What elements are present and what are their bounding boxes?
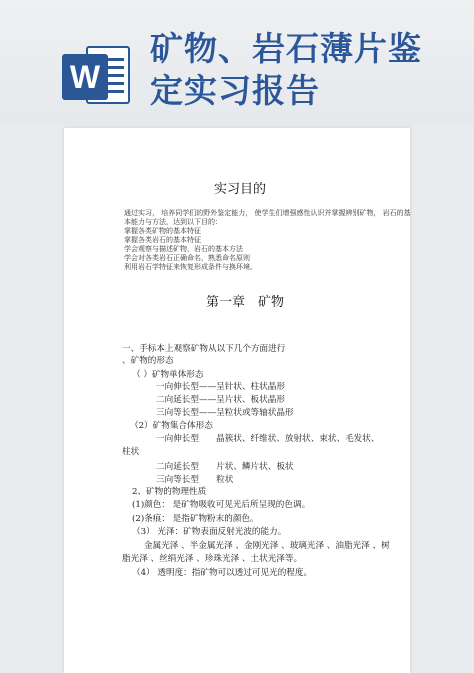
document-title-line-2: 定实习报告 <box>150 71 320 110</box>
body-line: 脂光泽 、丝绢光泽 、珍珠光泽 、土状光泽等。 <box>122 554 303 564</box>
purpose-line: 掌握各类矿物的基本特征 <box>124 227 201 235</box>
body-line: （ ）矿物单体形态 <box>132 370 204 380</box>
purpose-line: 掌握各类岩石的基本特征 <box>124 236 201 244</box>
body-line: 一向伸长型 晶簇状、纤维状、放射状、束状、毛发状、 <box>156 434 380 444</box>
document-title-line-1: 矿物、岩石薄片鉴 <box>150 29 422 68</box>
body-line: (2)条痕： 是指矿物粉末的颜色。 <box>132 514 259 524</box>
body-line: 一向伸长型——呈针状、柱状晶形 <box>156 382 285 392</box>
purpose-line: 学会观察与描述矿物，岩石的基本方法 <box>124 245 243 253</box>
document-page <box>64 128 410 673</box>
body-line: （4） 透明度：指矿物可以透过可见光的程度。 <box>132 568 313 578</box>
word-w-badge: W <box>62 54 108 100</box>
chapter-title: 第一章 矿物 <box>206 295 285 310</box>
purpose-line: 学会对各类岩石正确命名，熟悉命名原则 <box>124 254 250 262</box>
purpose-line: 本能力与方法，达到以下目的： <box>124 218 222 226</box>
purpose-line: 通过实习， 培养同学们的野外鉴定能力， 使学生们增强感性认识并掌握辨别矿物， 岩石的基 <box>124 209 411 217</box>
body-line: 柱状 <box>122 447 140 457</box>
header-banner <box>0 0 474 125</box>
body-line: 三向等长型——呈粒状或等轴状晶形 <box>156 408 294 418</box>
body-line: 2、矿物的物理性质 <box>132 487 207 497</box>
word-document-icon <box>60 38 132 108</box>
body-line: 三向等长型 粒状 <box>156 475 234 485</box>
body-line: 金属光泽 、半金属光泽 、金刚光泽 、玻璃光泽 、油脂光泽 、树 <box>144 541 390 551</box>
body-line: 二向延长型——呈片状、板状晶形 <box>156 395 285 405</box>
purpose-line: 利用岩石学特征来恢复形成条件与换环境。 <box>124 263 257 271</box>
body-line: (1)颜色： 是矿物吸收可见光后所呈现的色调。 <box>132 500 311 510</box>
purpose-heading: 实习目的 <box>214 182 267 197</box>
body-line: 一、手标本上观察矿物从以下几个方面进行 <box>122 344 286 354</box>
body-line: （2）矿物集合体形态 <box>130 421 213 431</box>
body-line: 二向延长型 片状、鳞片状、板状 <box>156 462 294 472</box>
body-line: （3） 光泽：矿物表面反射光波的能力。 <box>132 527 287 537</box>
document-title <box>150 28 470 112</box>
body-line: 、矿物的形态 <box>122 356 174 366</box>
